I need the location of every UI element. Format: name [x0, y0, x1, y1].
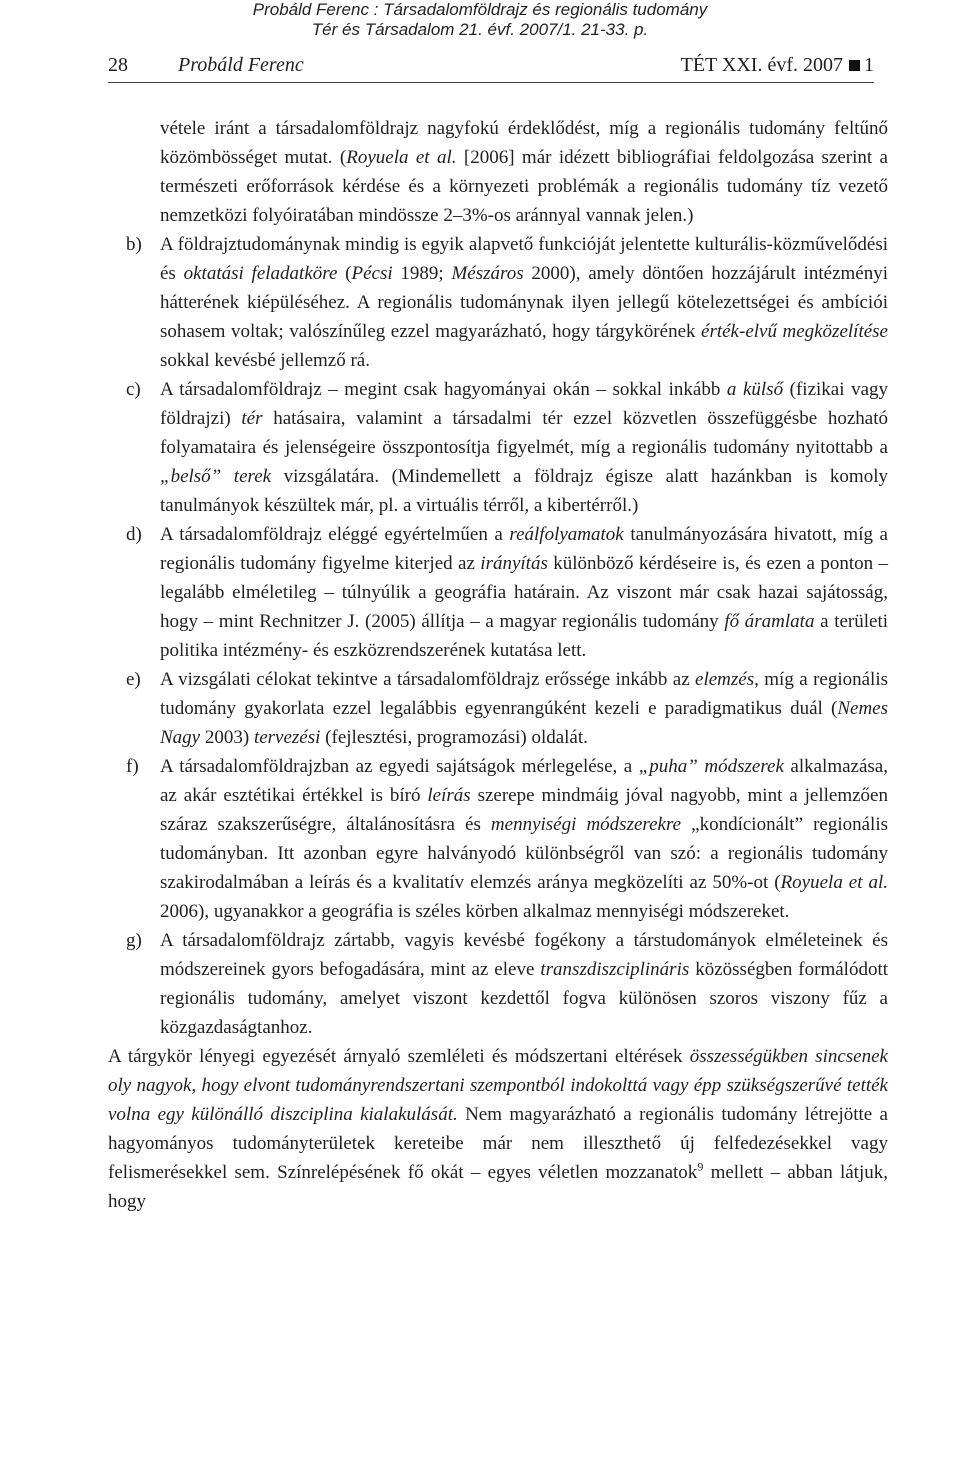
text-run: 2003): [200, 727, 254, 748]
author-citation: Pécsi: [351, 263, 393, 284]
text-run: [2006] már idézett bibliográfiai feldolgozása szerint a természeti erőforrások kérdése és a környezeti problémák a regionális tudomány tíz vezető nemzetközi folyóiratában mindössze 2–3%-os aránnyal vannak jelen.): [160, 147, 888, 226]
author-citation: Mészáros: [451, 263, 524, 284]
emphasis: érték-elvű megközelítése: [701, 321, 888, 342]
text-run: A társadalomföldrajzban az egyedi sajátságok mérlegelése, a: [160, 756, 639, 777]
emphasis: elemzés: [695, 669, 755, 690]
text-run: , míg a regionális tudomány gyakorlata ezzel legalábbis egyenrangúként kezeli e paradigmatikus duál (: [160, 669, 888, 719]
list-item-d: [108, 520, 888, 665]
list-item-g: [108, 926, 888, 1042]
citation-line-1: Probáld Ferenc : Társadalomföldrajz és regionális tudomány: [252, 0, 708, 19]
square-bullet-icon: [849, 60, 860, 71]
citation-header: [0, 0, 960, 40]
emphasis: összességükben sincsenek oly nagyok, hogy elvont tudományrendszertani szempontból indokolttá vagy épp szükségszerűvé tették volna egy különálló diszciplina kialakulását.: [108, 1046, 888, 1125]
emphasis: „puha” módszerek: [638, 756, 784, 777]
text-run: „kondícionált” regionális tudományban. Itt azonban egyre halványodó különbségről van szó: a regionális tudomány szakirodalmában a leírás és a kvalitatív elemzés aránya megközelíti az 50%-ot (: [160, 814, 889, 893]
emphasis: leírás: [427, 785, 471, 806]
emphasis: tervezési: [253, 727, 321, 748]
header-journal: [681, 54, 874, 77]
text-run: alkalmazása, az akár esztétikai értékkel is bíró: [160, 756, 888, 806]
closing-paragraph: [108, 1042, 888, 1216]
list-label: d): [126, 524, 142, 545]
citation-italic: Royuela et al.: [346, 147, 457, 168]
text-run: A földrajztudománynak mindig is egyik alapvető funkcióját jelentette kulturális-közművelődési és: [160, 234, 888, 284]
page-number: 28: [108, 54, 128, 76]
text-run: (: [337, 263, 352, 284]
text-run: 2000), amely döntően hozzájárult intézményi hátterének kiépüléséhez. A regionális tudománynak ilyen jellegű kötelezettségei és ambíciói sohasem voltak; valószínűleg ezzel magyarázható, hogy tárgykörének: [160, 263, 888, 342]
author-citation: Royuela et al.: [780, 872, 889, 893]
text-run: (fejlesztési, programozási) oldalát.: [320, 727, 588, 748]
list-item-c: [108, 375, 888, 520]
header-author: Probáld Ferenc: [178, 54, 304, 76]
emphasis: fő áramlata: [724, 611, 815, 632]
text-run: 1989;: [392, 263, 452, 284]
text-run: tanulmányozására hivatott, míg a regionális tudomány figyelme kiterjed az: [160, 524, 888, 574]
text-run: különböző kérdéseire is, és ezen a ponton – legalább elméletileg – túlnyúlik a geográfia határain. Az viszont már csak hazai sajátosság, hogy – mint Rechnitzer J. (2005) állítja – a magyar regionális tudomány: [160, 553, 888, 632]
emphasis: tér: [241, 408, 263, 429]
text-run: vétele iránt a társadalomföldrajz nagyfokú érdeklődést, míg a regionális tudomány feltűnő közömbösséget mutat. (: [160, 118, 888, 168]
list-item-b: [108, 230, 888, 375]
emphasis: „belső” terek: [160, 466, 272, 487]
text-run: szerepe mindmáig jóval nagyobb, mint a jellemzően száraz szakszerűségre, általánosításra és: [160, 785, 888, 835]
text-run: (fizikai vagy földrajzi): [160, 379, 888, 429]
journal-name: TÉT XXI. évf. 2007: [680, 54, 843, 76]
text-run: 2006), ugyanakkor a geográfia is széles körben alkalmaz mennyiségi módszereket.: [160, 901, 790, 922]
text-run: vizsgálatára. (Mindemellett a földrajz égisze alatt hazánkban is komoly tanulmányok készültek már, pl. a virtuális térről, a kibertérről.): [160, 466, 888, 516]
emphasis: a külső: [726, 379, 784, 400]
text-run: A társadalomföldrajz zártabb, vagyis kevésbé fogékony a társtudományok elméleteinek és módszereinek gyors befogadására, mint az eleve: [160, 930, 888, 980]
text-run: A vizsgálati célokat tekintve a társadalomföldrajz erőssége inkább az: [160, 669, 696, 690]
emphasis: oktatási feladatköre: [183, 263, 338, 284]
text-run: sokkal kevésbé jellemző rá.: [160, 350, 370, 371]
emphasis: transzdiszciplináris: [540, 959, 690, 980]
list-label: c): [126, 379, 141, 400]
list-label: g): [126, 930, 142, 951]
text-run: A társadalomföldrajz – megint csak hagyományai okán – sokkal inkább: [160, 379, 727, 400]
text-run: A tárgykör lényegi egyezését árnyaló szemléleti és módszertani eltérések: [108, 1046, 690, 1067]
issue-number: 1: [864, 54, 874, 76]
citation-line-2: Tér és Társadalom 21. évf. 2007/1. 21-33. p.: [311, 20, 649, 39]
emphasis: reálfolyamatok: [509, 524, 624, 545]
text-run: hatásaira, valamint a társadalmi tér ezzel közvetlen összefüggésbe hozható folyamataira és jelenségeire összpontosítja figyelmét, míg a regionális tudomány nyitottabb a: [160, 408, 889, 458]
running-header: [108, 54, 874, 83]
footnote-marker[interactable]: 9: [697, 1159, 704, 1174]
text-run: közösségben formálódott regionális tudomány, amelyet viszont kezdettől fogva különösen szoros viszony fűz a közgazdaságtanhoz.: [160, 959, 889, 1038]
text-run: mellett – abban látjuk, hogy: [108, 1162, 888, 1212]
list-item-f: [108, 752, 888, 926]
continuation-paragraph: [108, 114, 888, 230]
list-label: b): [126, 234, 142, 255]
list-item-e: [108, 665, 888, 752]
author-citation: Nemes Nagy: [160, 698, 888, 748]
emphasis: mennyiségi módszerekre: [490, 814, 682, 835]
text-run: a területi politika intézmény- és eszközrendszerének kutatása lett.: [160, 611, 888, 661]
text-run: Nem magyarázható a regionális tudomány létrejötte a hagyományos tudományterületek kereteibe már nem illeszthető új felfedezésekkel vagy felismerésekkel sem. Színrelépésének fő okát – egyes véletlen mozzanatok: [108, 1104, 888, 1183]
text-run: A társadalomföldrajz eléggé egyértelműen a: [160, 524, 510, 545]
article-body: [108, 114, 888, 1216]
list-label: f): [126, 756, 139, 777]
list-label: e): [126, 669, 141, 690]
emphasis: irányítás: [480, 553, 548, 574]
